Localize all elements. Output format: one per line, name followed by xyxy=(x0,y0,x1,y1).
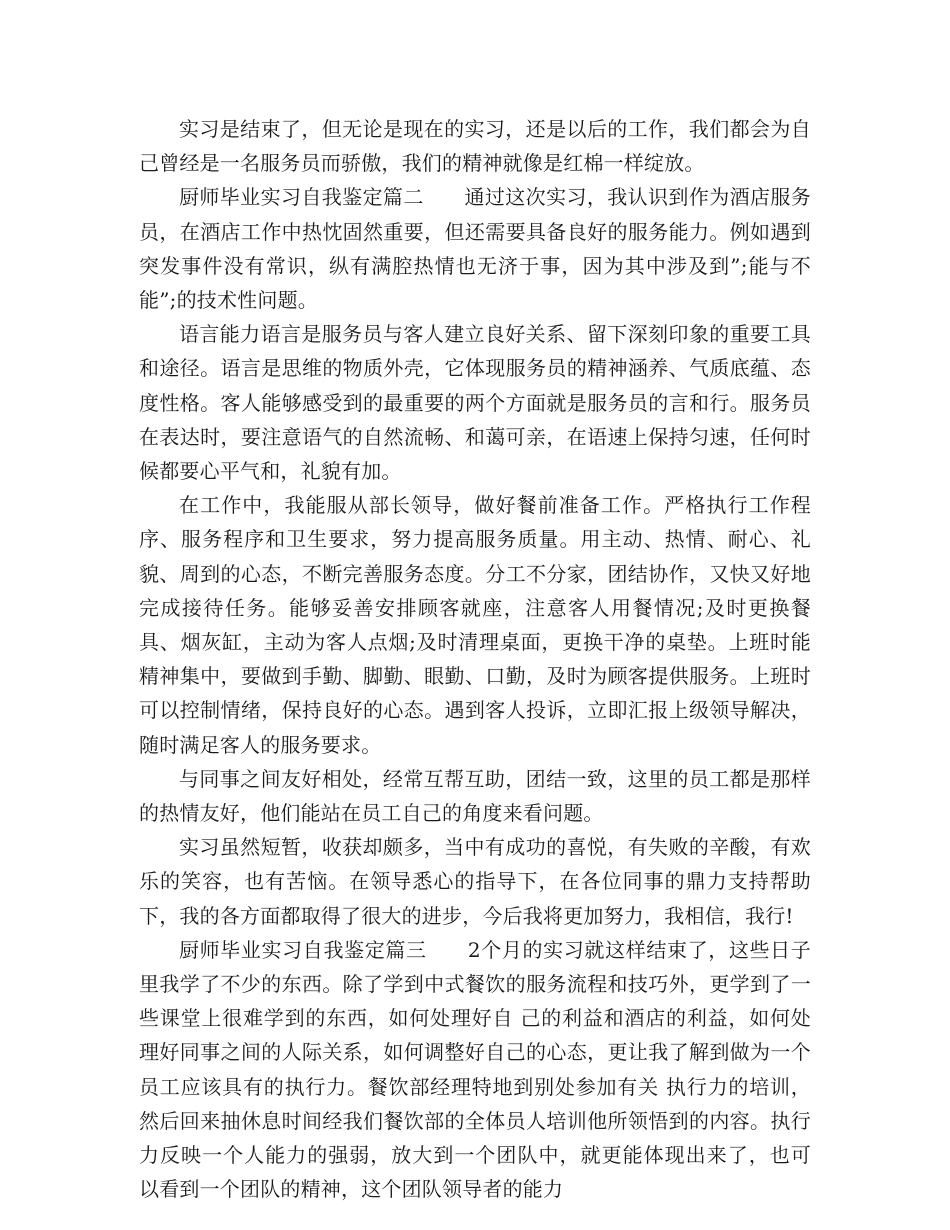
paragraph-colleagues: 与同事之间友好相处，经常互帮互助，团结一致，这里的员工都是那样的热情友好，他们能站在员工自己的角度来看问题。 xyxy=(139,766,811,826)
paragraph-internship-ended: 实习是结束了，但无论是现在的实习，还是以后的工作，我们都会为自己曾经是一名服务员而骄傲，我们的精神就像是红棉一样绽放。 xyxy=(139,117,811,176)
document-body xyxy=(139,112,811,1207)
paragraph-work-duties: 在工作中，我能服从部长领导，做好餐前准备工作。严格执行工作程序、服务程序和卫生要求，努力提高服务质量。用主动、热情、耐心、礼貌、周到的心态，不断完善服务态度。分工不分家，团结协作，又快又好地完成接待任务。能够妥善安排顾客就座，注意客人用餐情况;及时更换餐具、烟灰缸，主动为客人点烟;及时清理桌面，更换干净的桌垫。上班时能精神集中，要做到手勤、脚勤、眼勤、口勤，及时为顾客提供服务。上班时可以控制情绪，保持良好的心态。遇到客人投诉，立即汇报上级领导解决，随时满足客人的服务要求。 xyxy=(139,493,811,757)
paragraph-language-ability: 语言能力语言是服务员与客人建立良好关系、留下深刻印象的重要工具和途径。语言是思维的物质外壳，它体现服务员的精神涵养、气质底蕴、态度性格。客人能够感受到的最重要的两个方面就是服务员的言和行。服务员在表达时，要注意语气的自然流畅、和蔼可亲，在语速上保持匀速，任何时候都要心平气和，礼貌有加。 xyxy=(139,322,811,484)
paragraph-gains: 实习虽然短暂，收获却颇多，当中有成功的喜悦，有失败的辛酸，有欢乐的笑容，也有苦恼。在领导悉心的指导下，在各位同事的鼎力支持帮助下，我的各方面都取得了很大的进步，今后我将更加努力，我相信，我行! xyxy=(139,835,811,928)
paragraph-section-two-intro: 厨师毕业实习自我鉴定篇二 通过这次实习，我认识到作为酒店服务员，在酒店工作中热忱固然重要，但还需要具备良好的服务能力。例如遇到突发事件没有常识，纵有满腔热情也无济于事，因为其中涉及到”;能与不能”;的技术性问题。 xyxy=(139,185,811,313)
paragraph-section-three: 厨师毕业实习自我鉴定篇三 2个月的实习就这样结束了，这些日子里我学了不少的东西。除了学到中式餐饮的服务流程和技巧外，更学到了一些课堂上很难学到的东西，如何处理好自 己的利益和酒店的利益，如何处理好同事之间的人际关系，如何调整好自己的心态，更让我了解到做为一个员工应该具有的执行力。餐饮部经理特地到别处参加有关 执行力的培训，然后回来抽休息时间经我们餐饮部的全体员人培训他所领悟到的内容。执行力反映一个人能力的强弱，放大到一个团队中，就更能体现出来了，也可 以看到一个团队的精神，这个团队领导者的能力 xyxy=(139,937,811,1202)
